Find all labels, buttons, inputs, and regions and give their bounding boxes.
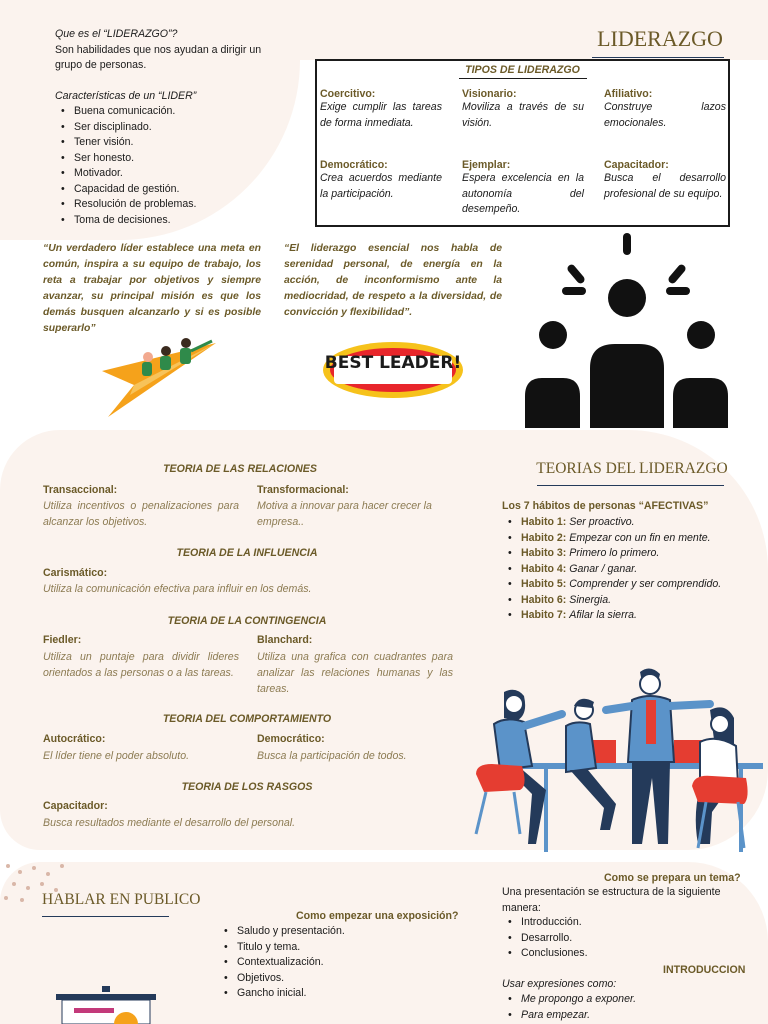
- comp-1-name: Autocrático:: [43, 733, 106, 745]
- publico-heading: HABLAR EN PUBLICO: [42, 891, 201, 908]
- habito-label: Habito 2:: [521, 531, 570, 544]
- habito-text: Ser proactivo.: [569, 516, 635, 528]
- habito-label: Habito 3:: [521, 547, 570, 559]
- habito-label: Habito 7:: [521, 609, 570, 621]
- characteristics-title: Características de un “LIDER”: [55, 89, 197, 102]
- habito-item: [502, 515, 724, 531]
- start-list: [218, 924, 418, 1002]
- team-meeting-illustration: [466, 662, 764, 854]
- habito-text: Afilar la sierra.: [569, 609, 637, 621]
- inf-title: TEORIA DE LA INFLUENCIA: [176, 547, 318, 559]
- tipo-name: Afiliativo:: [604, 88, 653, 100]
- inf-1-desc: Utiliza la comunicación efectiva para influir en los demás.: [43, 583, 312, 595]
- expression-item: • Me propongo a exponer.: [502, 992, 702, 1008]
- cont-2-desc: Utiliza una grafica con cuadrantes para analizar las relaciones humanas y las tareas.: [257, 651, 453, 695]
- habito-label: Habito 5:: [521, 578, 570, 590]
- presentation-board-illustration: [56, 986, 156, 1024]
- teorias-heading: TEORIAS DEL LIDERAZGO: [536, 460, 728, 477]
- start-item: • Titulo y tema.: [218, 940, 418, 956]
- rel-title: TEORIA DE LAS RELACIONES: [163, 463, 317, 475]
- cont-1-desc: Utiliza un puntaje para dividir lideres orientados a las personas o a las tareas.: [43, 651, 239, 679]
- characteristics-list: [55, 104, 285, 228]
- habito-text: Empezar con un fin en mente.: [569, 531, 711, 544]
- habito-item: [502, 546, 724, 562]
- page-title: LIDERAZGO: [597, 26, 723, 51]
- habitos-title: Los 7 hábitos de personas “AFECTIVAS”: [502, 500, 709, 512]
- rel-2-desc: Motiva a innovar para hacer crecer la empresa..: [257, 500, 432, 528]
- start-item: • Saludo y presentación.: [218, 924, 418, 940]
- habito-text: Sinergia.: [569, 593, 612, 606]
- tipo-name: Democrático:: [320, 159, 388, 171]
- habito-text: Comprender y ser comprendido.: [569, 578, 722, 590]
- prep-item: • Conclusiones.: [502, 946, 702, 962]
- habito-text: Primero lo primero.: [569, 547, 660, 559]
- habito-label: Habito 4:: [521, 562, 570, 575]
- habito-item: [502, 531, 724, 547]
- rel-1-desc: Utiliza incentivos o penalizaciones para alcanzar los objetivos.: [43, 500, 239, 528]
- start-title: Como empezar una exposición?: [296, 910, 459, 922]
- rel-2-name: Transformacional:: [257, 484, 349, 496]
- tipo-name: Visionario:: [462, 88, 517, 100]
- habito-text: Ganar / ganar.: [569, 562, 638, 575]
- comp-2-desc: Busca la participación de todos.: [257, 750, 407, 762]
- teorias-underline: [537, 485, 724, 486]
- rel-1-name: Transaccional:: [43, 484, 118, 496]
- tipo-desc: Construye lazos emocionales.: [604, 101, 726, 129]
- prep-item: • Introducción.: [502, 915, 702, 931]
- paper-plane-team-illustration: [100, 335, 220, 419]
- inf-1-name: Carismático:: [43, 567, 108, 579]
- tipo-name: Coercitivo:: [320, 88, 376, 100]
- expr-list: [502, 992, 702, 1023]
- start-item: • Gancho inicial.: [218, 986, 418, 1002]
- intro-text: Son habilidades que nos ayudan a dirigir un grupo de personas.: [55, 43, 262, 71]
- comp-title: TEORIA DEL COMPORTAMIENTO: [162, 713, 332, 725]
- characteristic-item: • Ser honesto.: [55, 151, 285, 167]
- start-item: • Contextualización.: [218, 955, 418, 971]
- habito-item: [502, 593, 724, 609]
- title-underline: [592, 57, 724, 58]
- prep-title: Como se prepara un tema?: [604, 872, 741, 884]
- prep-list: [502, 915, 702, 962]
- tipo-desc: Moviliza a través de su visión.: [462, 101, 584, 129]
- tipos-underline: [459, 78, 587, 79]
- cont-1-name: Fiedler:: [43, 634, 82, 646]
- habito-label: Habito 6:: [521, 593, 570, 606]
- tipo-desc: Busca el desarrollo profesional de su equipo.: [604, 172, 726, 200]
- expr-text: Usar expresiones como:: [502, 978, 617, 990]
- ras-1-name: Capacitador:: [43, 800, 108, 812]
- tipo-name: Capacitador:: [604, 159, 669, 171]
- tipo-cell: [604, 88, 726, 131]
- quote-two: “El liderazgo esencial nos habla de serenidad personal, de energía en la acción, de inconformismo ante la mediocridad, de respeto a la diversidad, de convicción y flexibilidad”.: [284, 243, 502, 318]
- tipos-table: [315, 59, 730, 227]
- habito-item: [502, 577, 724, 593]
- comp-2-name: Democrático:: [257, 733, 325, 745]
- tipo-cell: [320, 159, 442, 202]
- tipo-name: Ejemplar:: [462, 159, 511, 171]
- ras-1-desc: Busca resultados mediante el desarrollo del personal.: [43, 817, 296, 829]
- ras-title: TEORIA DE LOS RASGOS: [181, 781, 313, 793]
- characteristic-item: • Motivador.: [55, 166, 285, 182]
- characteristic-item: • Ser disciplinado.: [55, 120, 285, 136]
- tipo-cell: [462, 88, 584, 131]
- tipo-desc: Exige cumplir las tareas de forma inmediata.: [320, 101, 442, 129]
- habito-item: [502, 562, 724, 578]
- tipo-cell: [462, 159, 584, 218]
- characteristic-item: • Capacidad de gestión.: [55, 182, 285, 198]
- quote-one: “Un verdadero líder establece una meta en común, inspira a su equipo de trabajo, los reta a trabajar por objetivos y siempre avanzar, su principal misión es que los demás busquen alcanzarlo y si es posible superarlo”: [43, 243, 261, 334]
- habito-item: [502, 608, 724, 624]
- expression-item: • Para empezar.: [502, 1008, 702, 1024]
- comp-1-desc: El líder tiene el poder absoluto.: [43, 750, 190, 762]
- intro-block: [55, 27, 285, 228]
- prep-text: Una presentación se estructura de la siguiente manera:: [502, 886, 721, 914]
- tipo-cell: [320, 88, 442, 131]
- characteristic-item: • Tener visión.: [55, 135, 285, 151]
- leader-team-icon: [520, 228, 732, 428]
- tipo-cell: [604, 159, 726, 202]
- intro-section-title: INTRODUCCION: [663, 964, 746, 976]
- habitos-list: [502, 515, 724, 624]
- characteristic-item: • Resolución de problemas.: [55, 197, 285, 213]
- habito-label: Habito 1:: [521, 516, 570, 528]
- prep-item: • Desarrollo.: [502, 931, 702, 947]
- intro-question: Que es el “LIDERAZGO”?: [55, 28, 178, 40]
- cont-2-name: Blanchard:: [257, 634, 313, 646]
- cont-title: TEORIA DE LA CONTINGENCIA: [167, 615, 327, 627]
- tipo-desc: Crea acuerdos mediante la participación.: [320, 172, 442, 200]
- start-item: • Objetivos.: [218, 971, 418, 987]
- tipos-title: TIPOS DE LIDERAZGO: [465, 64, 580, 76]
- characteristic-item: • Toma de decisiones.: [55, 213, 285, 229]
- characteristic-item: • Buena comunicación.: [55, 104, 285, 120]
- best-leader-text: BEST LEADER!: [324, 353, 462, 373]
- tipo-desc: Espera excelencia en la autonomía del desempeño.: [462, 172, 584, 215]
- publico-underline: [42, 916, 169, 917]
